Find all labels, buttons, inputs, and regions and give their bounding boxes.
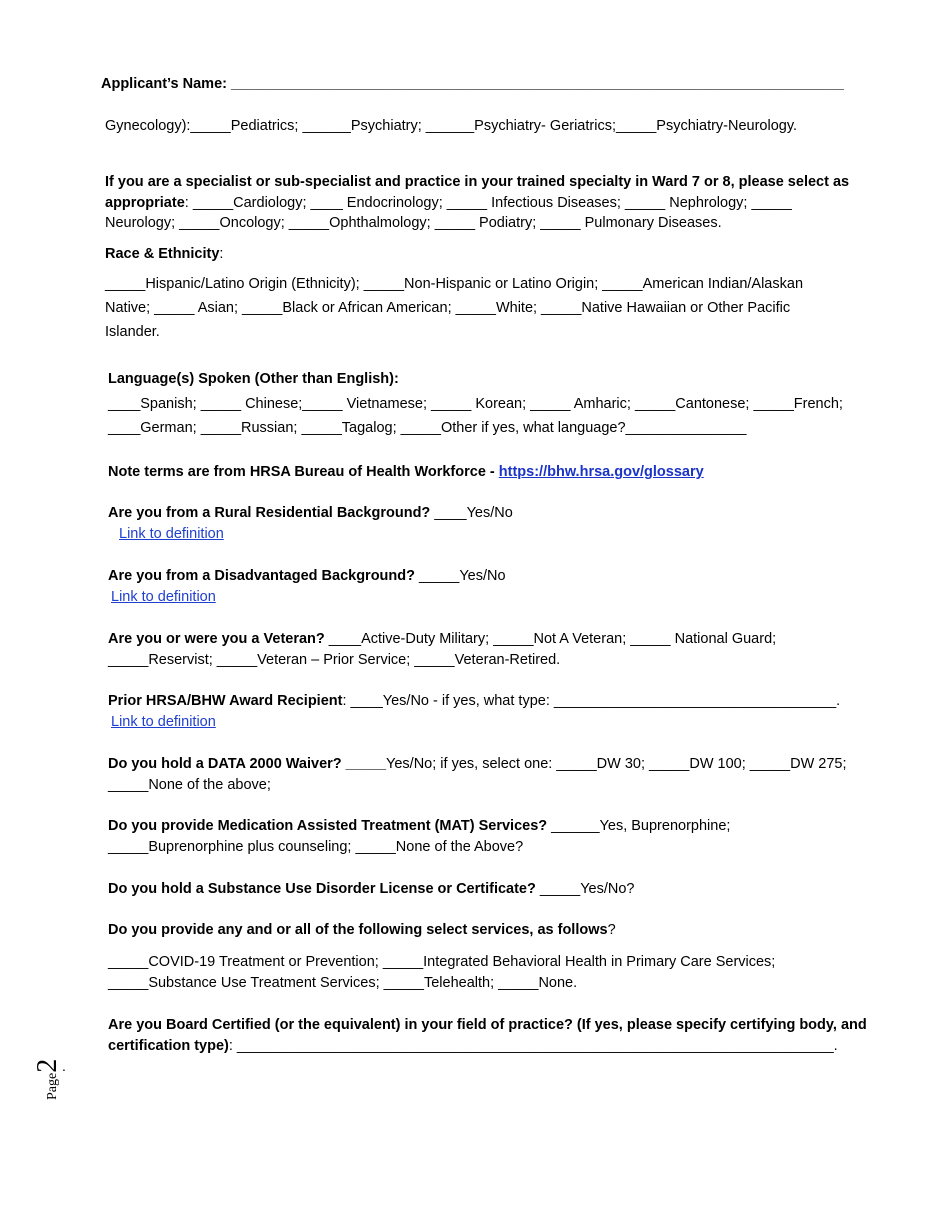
mat-section (108, 816, 730, 857)
board-question-line1: Are you Board Certified (or the equivalent) in your field of practice? (If yes, please specify certifying body, and (108, 1017, 867, 1033)
page-number: 2 (32, 1058, 63, 1073)
data2000-options-1[interactable]: Yes/No; if yes, select one: _____DW 30; _____DW 100; _____DW 275; (386, 756, 847, 772)
services-question: Do you provide any and or all of the following select services, as follows (108, 922, 608, 938)
note-text: Note terms are from HRSA Bureau of Health Workforce - (108, 464, 499, 480)
prior-award-link-row (111, 712, 216, 733)
race-heading-row: Race & Ethnicity: (105, 246, 224, 262)
veteran-options-2[interactable]: _____Reservist; _____Veteran – Prior Service; _____Veteran-Retired. (108, 651, 561, 668)
mat-options-1[interactable]: ______Yes, Buprenorphine; (547, 818, 731, 834)
services-options-2[interactable]: _____Substance Use Treatment Services; _____Telehealth; _____None. (108, 974, 578, 991)
specialist-options-line3: Neurology; _____Oncology; _____Ophthalmology; _____ Podiatry; _____ Pulmonary Diseases. (105, 215, 722, 231)
data2000-blank[interactable]: _____ (341, 756, 387, 772)
data2000-options-2[interactable]: _____None of the above; (108, 776, 271, 793)
race-heading: Race & Ethnicity (105, 246, 220, 262)
applicant-name-label: Applicant’s Name: (101, 76, 227, 92)
applicant-name-row (101, 74, 844, 95)
applicant-name-field[interactable]: ____________________________________________________________________________ (226, 76, 844, 92)
mat-question: Do you provide Medication Assisted Treatment (MAT) Services? (108, 818, 548, 834)
specialist-question-line1: If you are a specialist or sub-specialist and practice in your trained specialty in Ward 7 or 8, please select as (105, 174, 850, 190)
specialty-line-gynecology (105, 116, 797, 137)
sud-row (108, 879, 635, 900)
veteran-section (108, 629, 776, 670)
disadvantaged-question: Are you from a Disadvantaged Background? (108, 568, 415, 584)
note-row (108, 462, 704, 483)
specialist-question-line2: appropriate: _____Cardiology; ____ Endocrinology; _____ Infectious Diseases; _____ Nephrology; _____ (105, 194, 792, 211)
language-heading-row (108, 369, 399, 390)
services-options (108, 952, 775, 993)
sud-answer[interactable]: _____Yes/No? (535, 881, 635, 897)
prior-award-question: Prior HRSA/BHW Award Recipient (108, 693, 343, 709)
footer-dot: . (62, 1058, 66, 1074)
board-question-line2: certification type) (108, 1037, 229, 1054)
data2000-section (108, 754, 847, 795)
veteran-options-1[interactable]: ____Active-Duty Military; _____Not A Veteran; _____ National Guard; (324, 631, 777, 647)
data2000-question: Do you hold a DATA 2000 Waiver? (108, 756, 342, 772)
mat-options-2[interactable]: _____Buprenorphine plus counseling; _____None of the Above? (108, 838, 524, 855)
rural-question-row (108, 503, 513, 524)
veteran-question: Are you or were you a Veteran? (108, 631, 325, 647)
services-options-1[interactable]: _____COVID-19 Treatment or Prevention; _____Integrated Behavioral Health in Primary Care Services; (108, 954, 776, 970)
glossary-link[interactable]: https://bhw.hrsa.gov/glossary (498, 464, 704, 480)
specialty-options-text: Gynecology):_____Pediatrics; ______Psychiatry; ______Psychiatry- Geriatrics;_____Psychiatry-Neurology. (105, 118, 798, 134)
disadvantaged-definition-link[interactable]: Link to definition (111, 589, 216, 605)
rural-answer[interactable]: ____Yes/No (430, 505, 513, 521)
prior-award-row (108, 691, 840, 712)
services-question-row: Do you provide any and or all of the following select services, as follows? (108, 922, 616, 938)
board-answer[interactable]: : __________________________________________________________________________. (228, 1037, 838, 1054)
page-number-sidebar (16, 1022, 63, 1100)
rural-question: Are you from a Rural Residential Background? (108, 505, 431, 521)
prior-award-answer[interactable]: : ____Yes/No - if yes, what type: ___________________________________. (342, 693, 841, 709)
board-section (108, 1015, 867, 1056)
language-heading: Language(s) Spoken (Other than English): (108, 371, 399, 387)
prior-award-definition-link[interactable]: Link to definition (111, 714, 216, 730)
sud-question: Do you hold a Substance Use Disorder License or Certificate? (108, 881, 536, 897)
race-options: _____Hispanic/Latino Origin (Ethnicity); _____Non-Hispanic or Latino Origin; _____American Indian/Alaskan Native; _____ Asian; _____Black or African American; _____White; _____Native Hawaiian or Other Pacific Islander. (105, 276, 804, 340)
disadvantaged-answer[interactable]: _____Yes/No (414, 568, 506, 584)
rural-definition-link[interactable]: Link to definition (119, 526, 224, 542)
rural-link-row (119, 524, 224, 545)
disadvantaged-link-row (111, 587, 216, 608)
disadvantaged-question-row (108, 566, 506, 587)
specialist-section (105, 172, 849, 234)
language-options: ____Spanish; _____ Chinese;_____ Vietnamese; _____ Korean; _____ Amharic; _____Cantonese; _____French; ____German; _____Russian; _____Tagalog; _____Other if yes, what language?_______________ (108, 396, 843, 436)
page-word: Page (45, 1072, 60, 1100)
